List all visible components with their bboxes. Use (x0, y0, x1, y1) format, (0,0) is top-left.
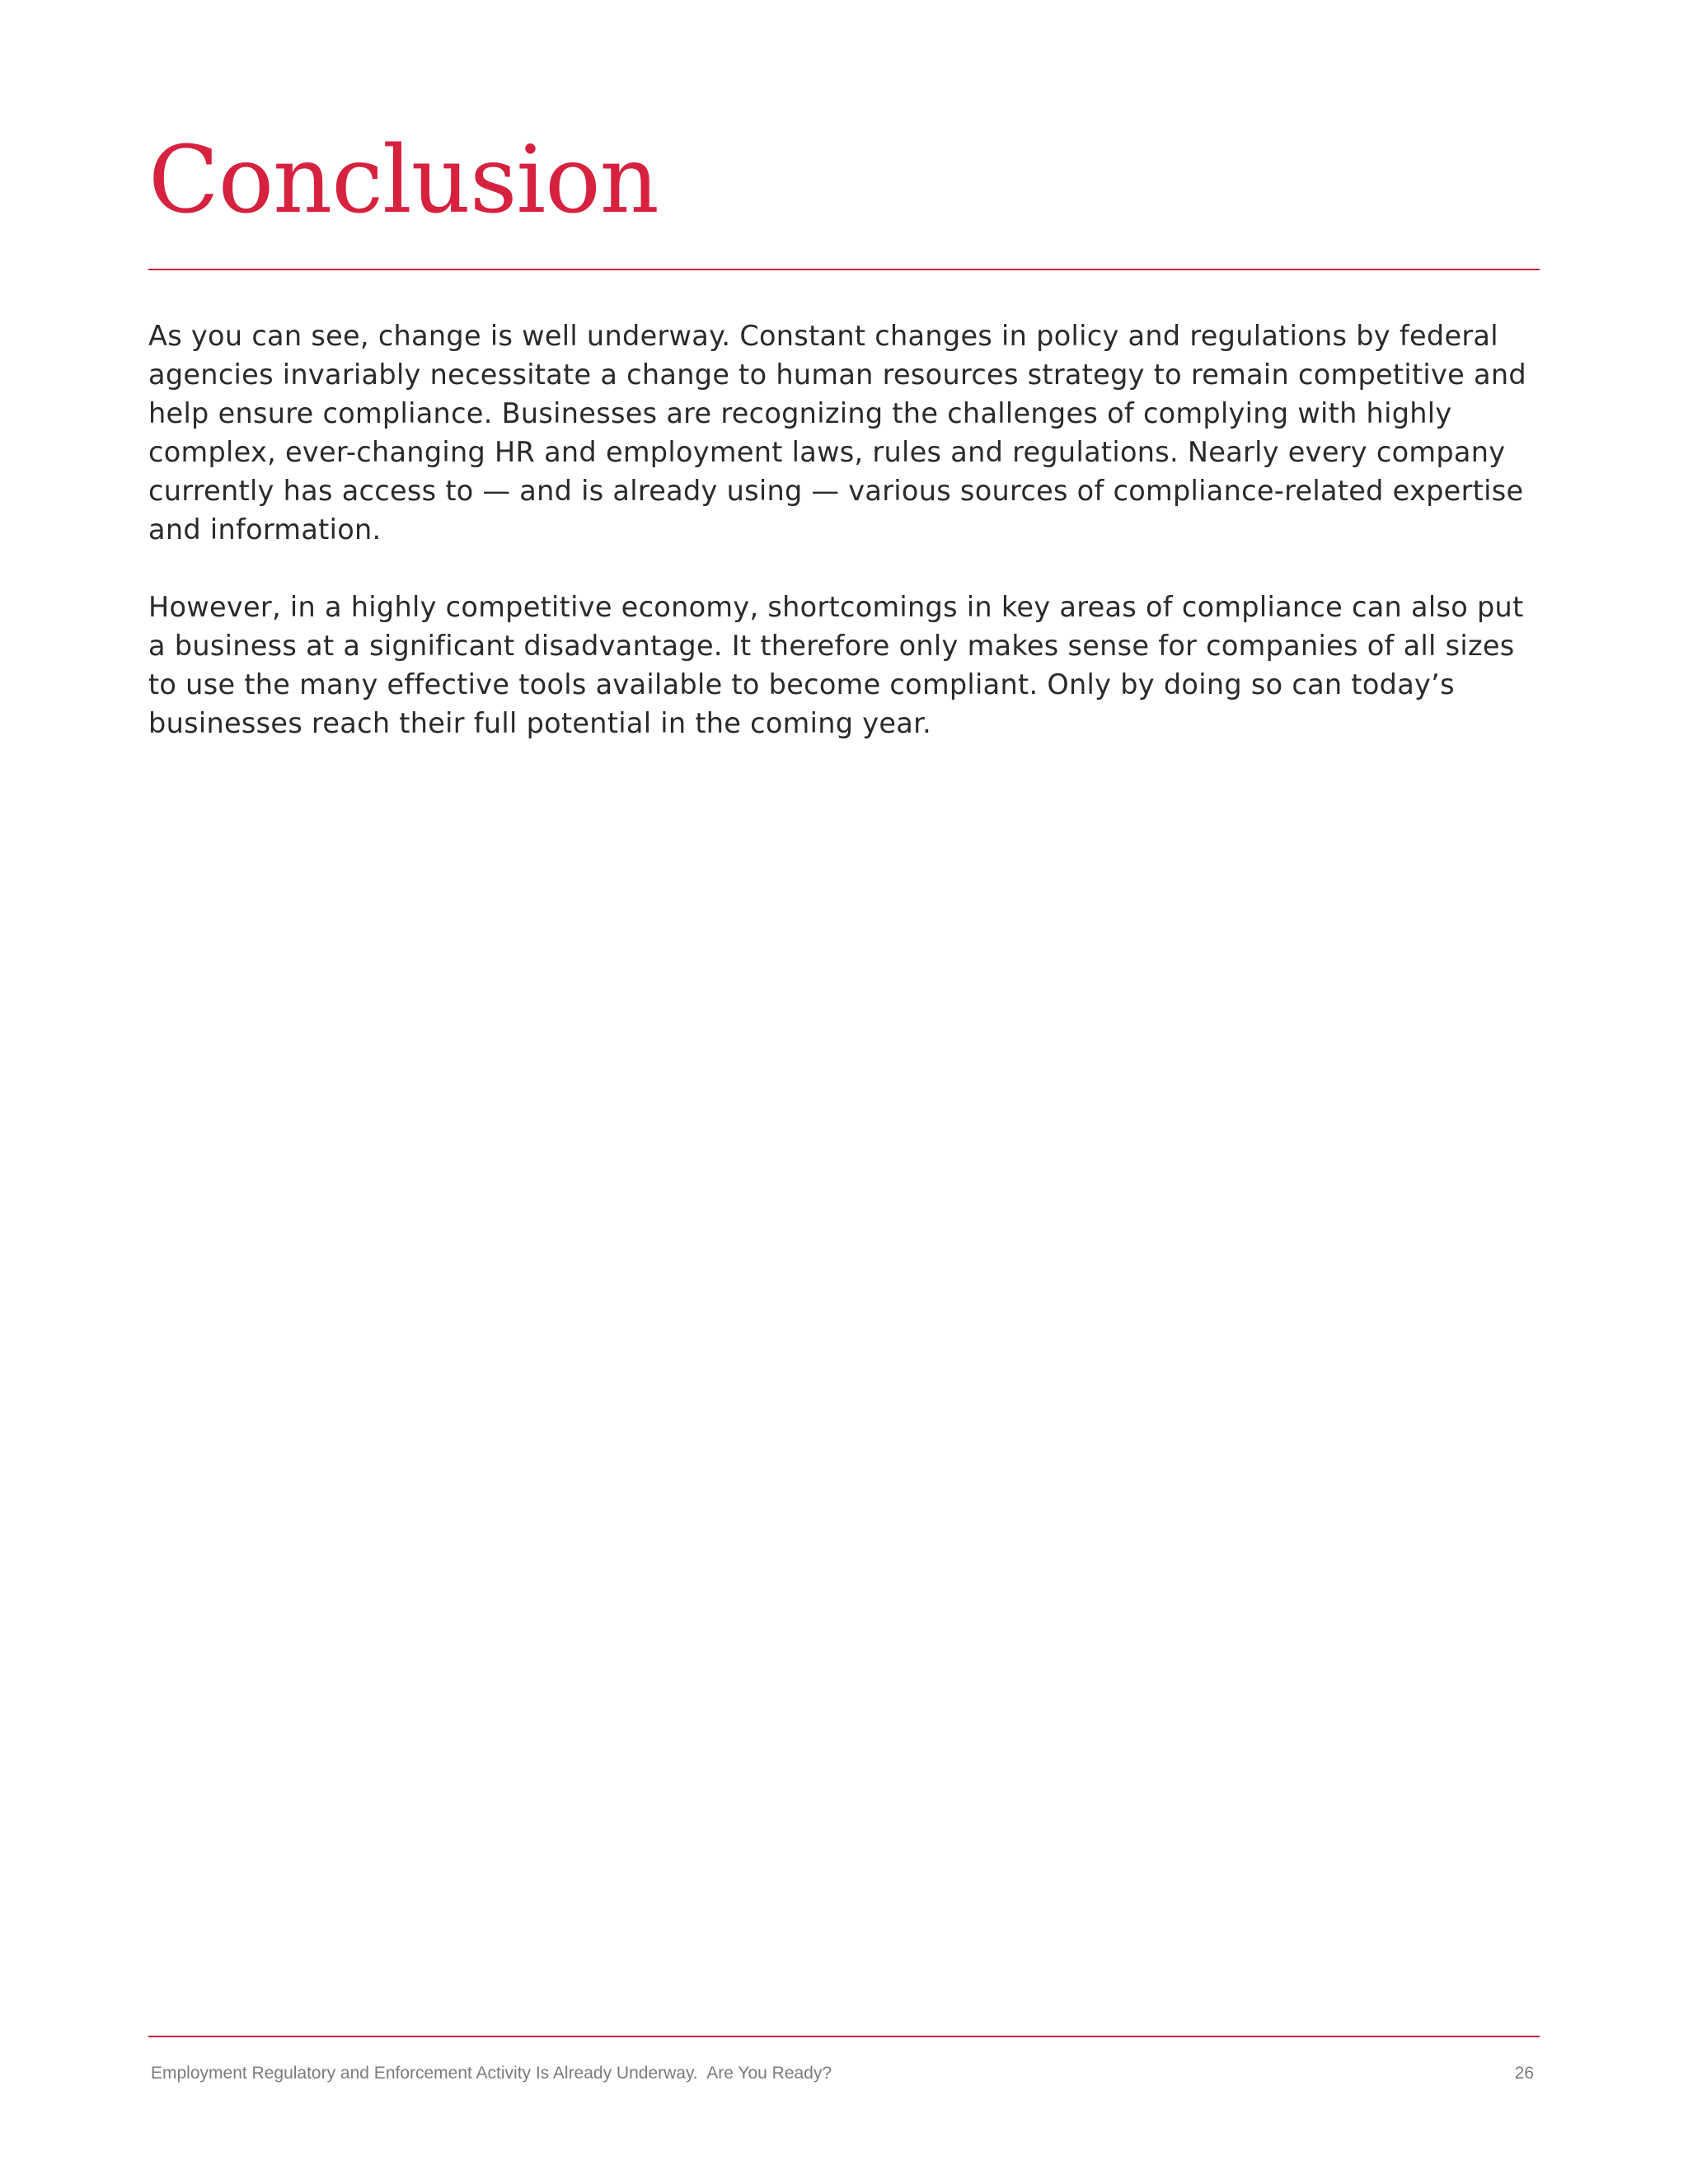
footer-divider (148, 2036, 1540, 2037)
paragraph-1: As you can see, change is well underway. Constant changes in policy and regulations by federal agencies invariably necessitate a change to human resources strategy to remain competitive and help ensure compliance. Businesses are recognizing the challenges of complying with highly complex, ever-changing HR and employment laws, rules and regulations. Nearly every company currently has access to — and is already using — various sources of compliance-related expertise and information. (148, 320, 1526, 546)
footer-document-title: Employment Regulatory and Enforcement Activity Is Already Underway. Are You Ready? (151, 2064, 832, 2083)
page-number: 26 (1514, 2064, 1534, 2083)
title-divider (148, 269, 1540, 270)
paragraph-2: However, in a highly competitive economy, shortcomings in key areas of compliance can also put a business at a significant disadvantage. It therefore only makes sense for companies of all sizes to use the many effective tools available to become compliant. Only by doing so can today’s businesses reach their full potential in the coming year. (148, 591, 1524, 739)
body-text (148, 316, 1550, 781)
page-title: Conclusion (148, 127, 659, 234)
